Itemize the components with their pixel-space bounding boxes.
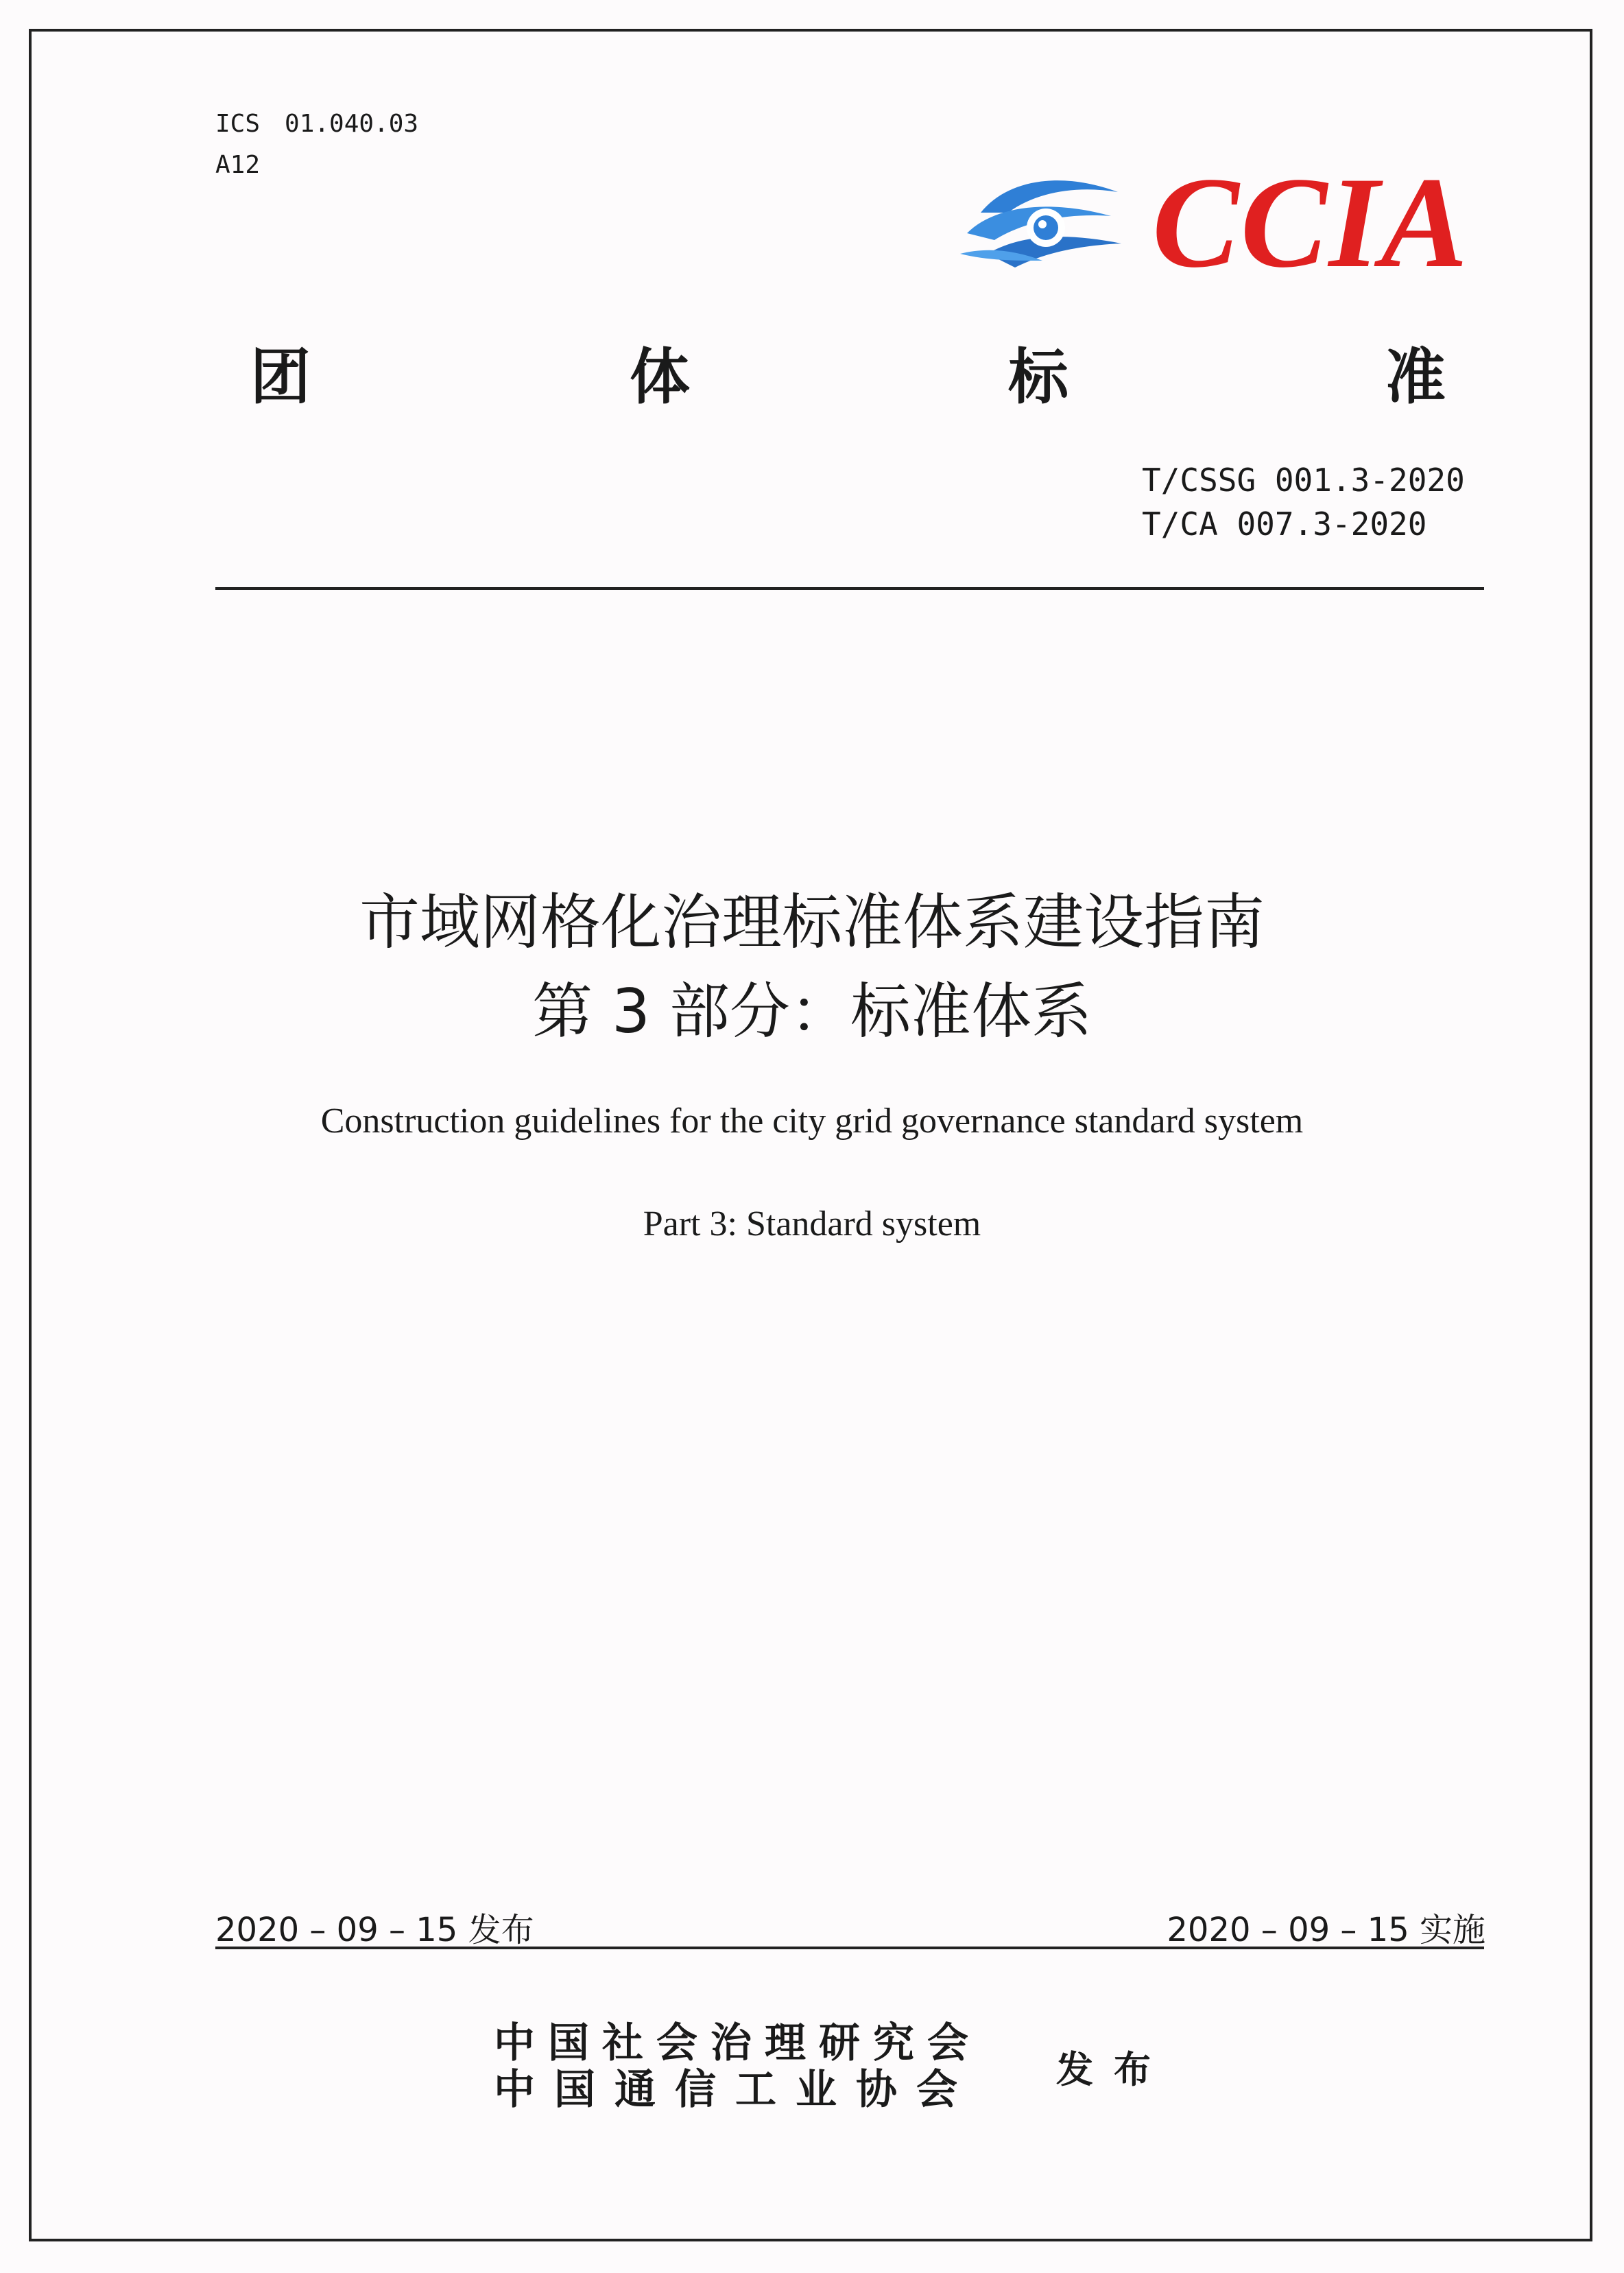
standard-numbers [1142, 458, 1465, 546]
publisher-organizations [494, 2020, 981, 2113]
publish-label: 发布 [1056, 2048, 1171, 2091]
ics-classification [215, 110, 418, 138]
title-zh-line2: 第 3 部分：标准体系 [532, 976, 1092, 1047]
ics-code: 01.040.03 [285, 110, 419, 138]
part-english: Part 3: Standard system [643, 1204, 981, 1243]
header-divider [215, 587, 1484, 590]
standard-type [250, 340, 1450, 415]
standard-number: T/CSSG 001.3-2020 [1142, 462, 1465, 499]
title-zh-line1: 市域网格化治理标准体系建设指南 [359, 887, 1265, 957]
ics-label: ICS [215, 110, 261, 138]
standard-type-char: 标 [1008, 342, 1069, 412]
issue-date: 2020 – 09 – 15 发布 [215, 1911, 534, 1949]
publisher-org: 中国通信工业协会 [494, 2066, 977, 2114]
standard-type-char: 准 [1385, 342, 1446, 412]
title-chinese [0, 878, 1624, 1056]
logo-text: CCIA [1152, 151, 1470, 295]
footer-divider [215, 1947, 1484, 1949]
title-english: Construction guidelines for the city grid governance standard system [320, 1102, 1304, 1141]
ccia-logo [960, 151, 1470, 295]
publisher-org: 中国社会治理研究会 [494, 2019, 981, 2067]
ccia-emblem-icon [960, 165, 1125, 281]
implementation-date: 2020 – 09 – 15 实施 [1167, 1911, 1485, 1949]
standard-type-char: 体 [630, 342, 691, 412]
standard-number: T/CA 007.3-2020 [1142, 505, 1427, 543]
standard-type-char: 团 [250, 342, 311, 412]
ccs-code: A12 [215, 151, 261, 179]
